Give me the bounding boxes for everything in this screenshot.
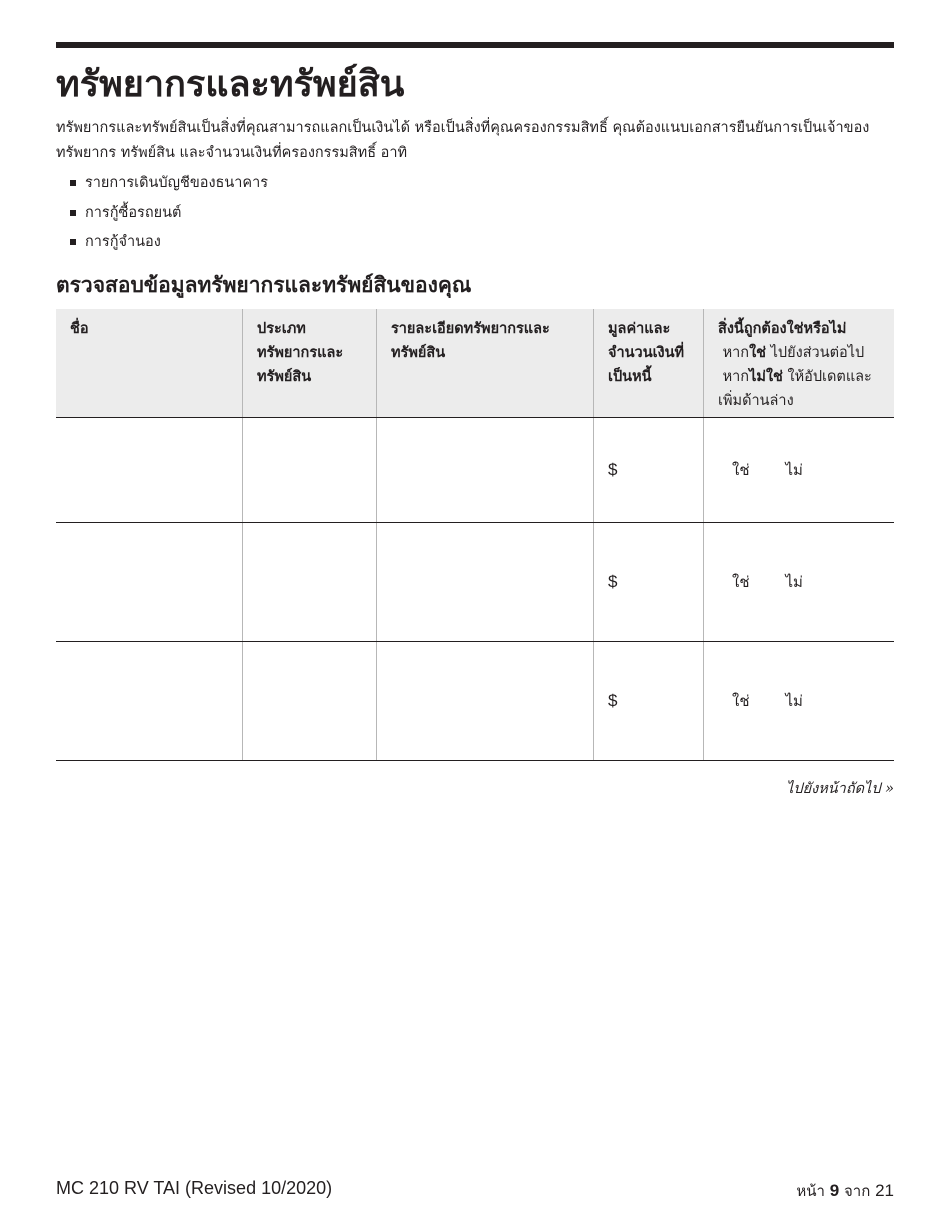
header-name: ชื่อ <box>56 309 243 417</box>
header-correct: สิ่งนี้ถูกต้องใช่หรือไม่ หากใช่ ไปยังส่วนต่อไป หากไม่ใช่ ให้อัปเดตและเพิ่มด้านล่าง <box>718 320 872 409</box>
details-cell <box>377 523 594 641</box>
value-cell <box>594 642 704 760</box>
intro-text: ทรัพยากรและทรัพย์สินเป็นสิ่งที่คุณสามารถแลกเป็นเงินได้ หรือเป็นสิ่งที่คุณครองกรรมสิทธิ์ คุณต้องแนบเอกสารยืนยันการเป็นเจ้าของทรัพยากร ทรัพย์สิน และจำนวนเงินที่ครองกรรมสิทธิ์ อาทิ <box>56 120 870 161</box>
currency-symbol: $ <box>608 691 618 710</box>
next-page-link[interactable]: ไปยังหน้าถัดไป » <box>786 781 894 797</box>
list-item: การกู้ซื้อรถยนต์ <box>70 201 268 231</box>
form-id: MC 210 RV TAI (Revised 10/2020) <box>56 1178 333 1198</box>
square-bullet-icon <box>70 239 76 245</box>
no-option[interactable]: ไม่ <box>785 461 803 479</box>
page-title: ทรัพยากรและทรัพย์สิน <box>56 63 405 105</box>
list-item: การกู้จำนอง <box>70 230 268 260</box>
page-number: หน้า 9 จาก 21 <box>796 1181 894 1200</box>
no-option[interactable]: ไม่ <box>785 692 803 710</box>
correct-cell <box>704 418 894 522</box>
yes-option[interactable]: ใช่ <box>732 692 750 710</box>
name-cell <box>56 523 243 641</box>
resources-table <box>56 309 894 761</box>
value-cell <box>594 418 704 522</box>
header-details: รายละเอียดทรัพยากรและทรัพย์สิน <box>377 309 594 417</box>
examples-list <box>70 171 268 260</box>
details-cell <box>377 418 594 522</box>
table-row <box>56 418 894 523</box>
value-cell <box>594 523 704 641</box>
currency-symbol: $ <box>608 460 618 479</box>
currency-symbol: $ <box>608 572 618 591</box>
header-type: ประเภททรัพยากรและทรัพย์สิน <box>243 309 377 417</box>
table-row <box>56 523 894 642</box>
type-cell <box>243 642 377 760</box>
type-cell <box>243 418 377 522</box>
name-cell <box>56 418 243 522</box>
correct-cell <box>704 523 894 641</box>
section-title: ตรวจสอบข้อมูลทรัพยากรและทรัพย์สินของคุณ <box>56 272 472 297</box>
no-option[interactable]: ไม่ <box>785 573 803 591</box>
type-cell <box>243 523 377 641</box>
square-bullet-icon <box>70 210 76 216</box>
header-value: มูลค่าและจำนวนเงินที่เป็นหนี้ <box>594 309 704 417</box>
square-bullet-icon <box>70 180 76 186</box>
yes-option[interactable]: ใช่ <box>732 573 750 591</box>
table-header <box>56 309 894 418</box>
yes-option[interactable]: ใช่ <box>732 461 750 479</box>
name-cell <box>56 642 243 760</box>
details-cell <box>377 642 594 760</box>
correct-cell <box>704 642 894 760</box>
table-row <box>56 642 894 761</box>
list-item: รายการเดินบัญชีของธนาคาร <box>70 171 268 201</box>
top-rule <box>56 42 894 48</box>
